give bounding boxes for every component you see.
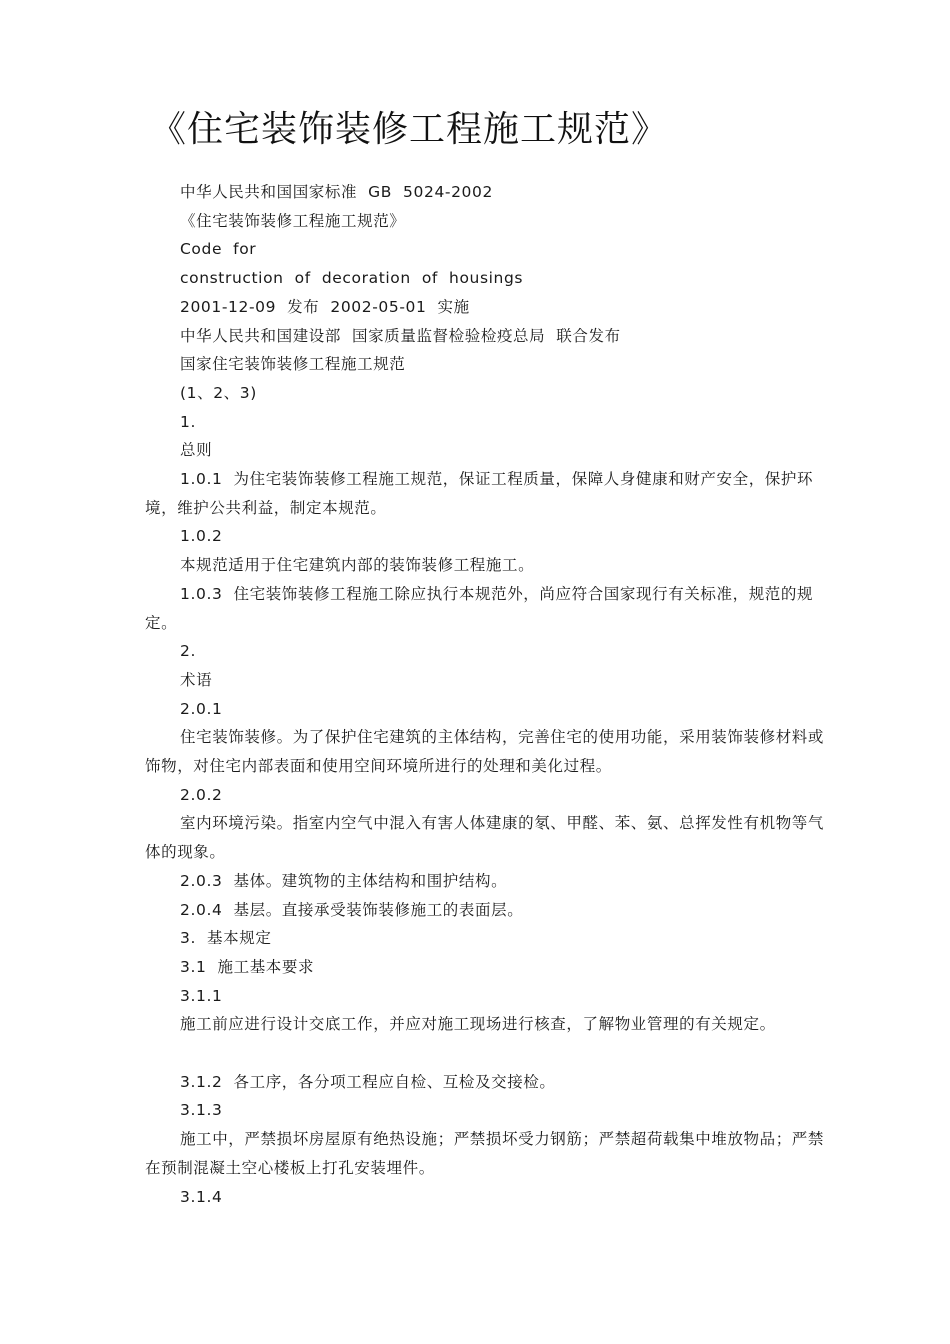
paragraph: 国家住宅装饰装修工程施工规范: [180, 355, 406, 374]
paragraph: 术语: [180, 670, 213, 689]
paragraph: 2.0.4 基层。直接承受装饰装修施工的表面层。: [180, 900, 524, 919]
paragraph: 3.1.4: [180, 1187, 223, 1206]
paragraph: 中华人民共和国建设部 国家质量监督检验检疫总局 联合发布: [180, 326, 621, 345]
paragraph: 《住宅装饰装修工程施工规范》: [180, 211, 406, 230]
paragraph: 总则: [180, 441, 213, 460]
paragraph: (1、2、3): [180, 383, 257, 402]
paragraph: 3.1 施工基本要求: [180, 957, 315, 976]
paragraph: 住宅装饰装修。为了保护住宅建筑的主体结构，完善住宅的使用功能，采用装饰装修材料或饰物，对住宅内部表面和使用空间环境所进行的处理和美化过程。: [145, 728, 825, 776]
paragraph: Code for: [180, 240, 257, 259]
document-body: [145, 178, 833, 1211]
paragraph: 施工前应进行设计交底工作，并应对施工现场进行核查，了解物业管理的有关规定。: [180, 1015, 776, 1034]
paragraph: 本规范适用于住宅建筑内部的装饰装修工程施工。: [180, 556, 535, 575]
paragraph: 施工中，严禁损坏房屋原有绝热设施；严禁损坏受力钢筋；严禁超荷载集中堆放物品；严禁在预制混凝土空心楼板上打孔安装埋件。: [145, 1130, 825, 1177]
paragraph: 2.: [180, 642, 196, 661]
paragraph: 2001-12-09 发布 2002-05-01 实施: [180, 297, 470, 316]
paragraph: 3.1.3: [180, 1101, 223, 1120]
paragraph: 3.1.2 各工序，各分项工程应自检、互检及交接检。: [180, 1072, 556, 1091]
paragraph: construction of decoration of housings: [180, 269, 524, 288]
paragraph: 1.0.1 为住宅装饰装修工程施工规范，保证工程质量，保障人身健康和财产安全，保护环境，维护公共利益，制定本规范。: [145, 470, 814, 517]
paragraph: 2.0.3 基体。建筑物的主体结构和围护结构。: [180, 871, 508, 890]
paragraph: 2.0.1: [180, 699, 223, 718]
document-title: 《住宅装饰装修工程施工规范》: [150, 109, 669, 150]
paragraph: 1.0.3 住宅装饰装修工程施工除应执行本规范外，尚应符合国家现行有关标准，规范的规定。: [145, 584, 814, 632]
paragraph: 室内环境污染。指室内空气中混入有害人体建康的氡、甲醛、苯、氨、总挥发性有机物等气体的现象。: [145, 814, 825, 862]
paragraph: 1.: [180, 412, 196, 431]
paragraph: 3. 基本规定: [180, 929, 272, 948]
paragraph: 中华人民共和国国家标准 GB 5024-2002: [180, 183, 493, 201]
paragraph: 2.0.2: [180, 785, 223, 804]
paragraph: 1.0.2: [180, 527, 223, 546]
paragraph: 3.1.1: [180, 986, 223, 1005]
paragraph-spacer: [145, 1039, 833, 1068]
